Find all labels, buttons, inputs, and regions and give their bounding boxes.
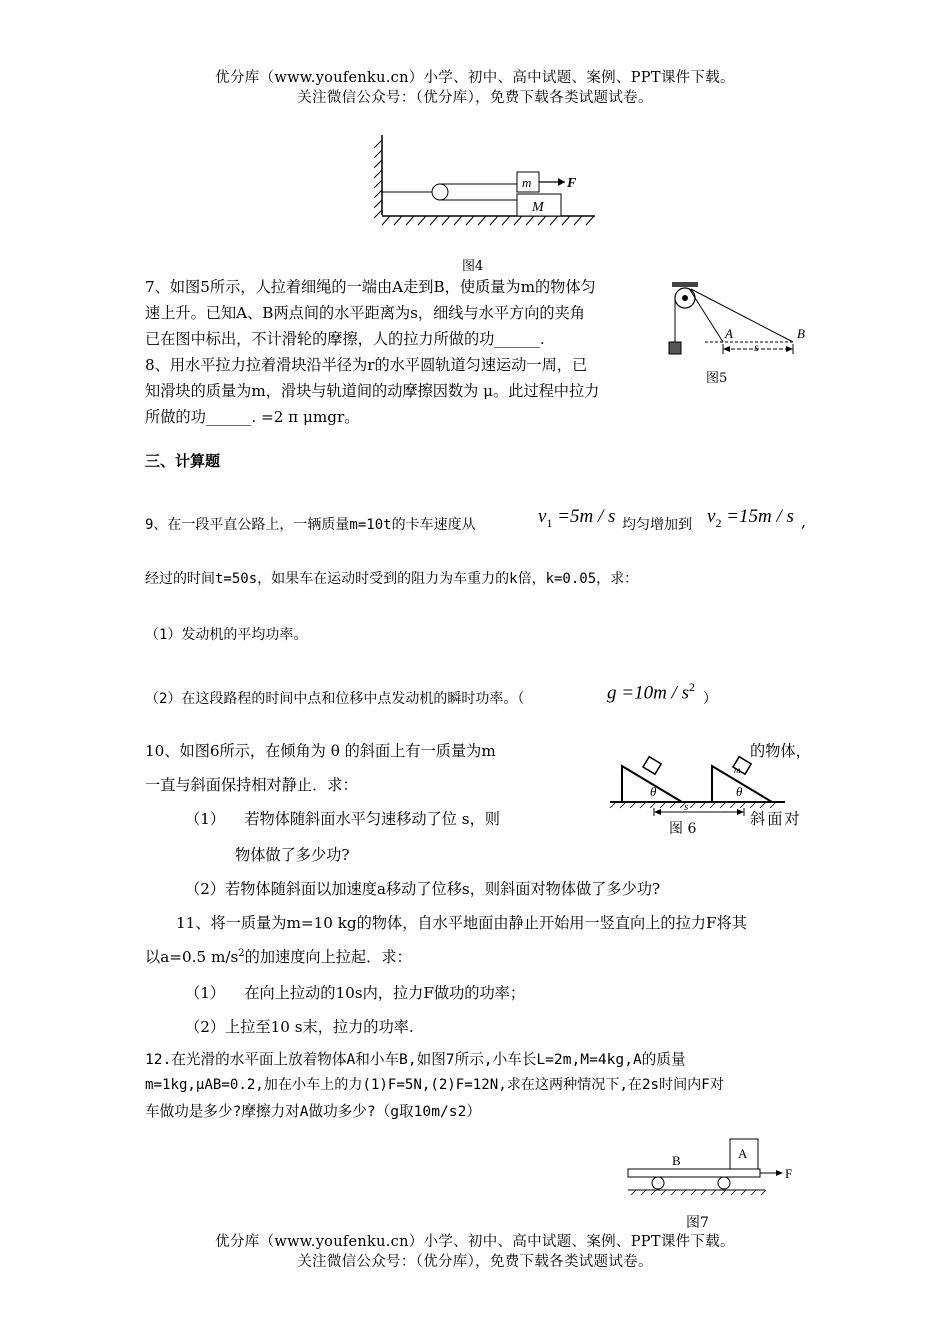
q11-part1: （1） 在向上拉动的10s内，拉力F做功的功率； — [185, 984, 526, 1002]
q10-line2: 一直与斜面保持相对静止．求： — [145, 776, 358, 794]
label-M: M — [532, 200, 544, 215]
block-1 — [643, 757, 661, 774]
figure-4-diagram — [360, 130, 610, 240]
wheel-left — [652, 1177, 664, 1189]
label-s: s — [684, 801, 689, 813]
rope-to-A — [690, 290, 723, 342]
figure-4-caption: 图4 — [462, 259, 484, 274]
hanging-mass — [669, 342, 681, 354]
q9-g-expr: $g =10m / s^2$ — [607, 680, 695, 704]
label-theta-1: θ — [650, 784, 657, 799]
q10-part1-a: （1） 若物体随斜面水平匀速移动了位 s，则 — [185, 810, 500, 828]
q9-part1: （1）发动机的平均功率。 — [145, 627, 308, 643]
label-theta-2: θ — [736, 784, 743, 799]
q12-line1: 12.在光滑的水平面上放着物体A和小车B,如图7所示,小车长L=2m,M=4kg,A的质量 — [145, 1051, 686, 1068]
q10-part1-b: 斜面对 — [750, 810, 802, 828]
q10-part2: （2）若物体随斜面以加速度a移动了位移s，则斜面对物体做了多少功? — [185, 880, 661, 898]
label-F: F — [785, 1166, 793, 1181]
q8-line3: 所做的功______. =2 π μmgr。 — [145, 408, 360, 426]
q9-line1-a: 9、在一段平直公路上，一辆质量m=10t的卡车速度从 — [145, 517, 476, 533]
pulley — [432, 184, 448, 200]
q11-line2: 以a=0.5 $m/s^2$的加速度向上拉起．求： — [145, 947, 412, 966]
q9-line1-b: 均匀增加到 — [622, 517, 692, 533]
label-s: s — [754, 340, 759, 354]
ceiling — [672, 282, 698, 287]
q10-line1-b: 的物体， — [750, 742, 811, 760]
q9-line1-c: , — [801, 512, 807, 531]
ground-hatch — [382, 216, 594, 225]
q7-line2: 速上升。已知A、B两点间的水平距离为s，细线与水平方向的夹角 — [145, 304, 585, 322]
label-B: B — [672, 1153, 681, 1168]
label-A: A — [738, 1146, 748, 1161]
q9-line2: 经过的时间t=50s，如果车在运动时受到的阻力为车重力的k倍，k=0.05，求： — [145, 571, 639, 587]
q10-part1-c: 物体做了多少功? — [235, 846, 350, 864]
q7-line1: 7、如图5所示，人拉着细绳的一端由A走到B，使质量为m的物体匀 — [145, 278, 596, 296]
label-m: m — [522, 175, 532, 190]
q8-line2: 知滑块的质量为m，滑块与轨道间的动摩擦因数为 μ。此过程中拉力 — [145, 382, 600, 400]
label-m: m — [734, 765, 741, 775]
label-B: B — [797, 326, 805, 341]
q11-line1: 11、将一质量为m=10 kg的物体，自水平地面由静止开始用一竖直向上的拉力F将其 — [176, 914, 747, 932]
figure-7-caption: 图7 — [686, 1215, 709, 1231]
page-header-line2: 关注微信公众号：（优分库），免费下载各类试题试卷。 — [297, 90, 653, 106]
label-F: F — [567, 176, 577, 191]
q9-part2-end: ） — [703, 691, 717, 707]
label-A: A — [725, 326, 733, 341]
page-footer-line2: 关注微信公众号：（优分库），免费下载各类试题试卷。 — [297, 1254, 653, 1270]
page-footer-line1: 优分库（www.youfenku.cn）小学、初中、高中试题、案例、PPT课件下载。 — [215, 1234, 735, 1250]
section-3-title: 三、计算题 — [145, 452, 221, 470]
q7-line3: 已在图中标出，不计滑轮的摩擦，人的拉力所做的功______. — [145, 330, 545, 348]
q8-line1: 8、用水平拉力拉着滑块沿半径为r的水平圆轨道匀速运动一周，已 — [145, 356, 588, 374]
wall-hatch — [374, 140, 382, 218]
q11-part2: （2）上拉至10 s末，拉力的功率. — [185, 1018, 414, 1036]
q9-v2: $v_2 =15m / s$ — [707, 506, 794, 530]
figure-5-caption: 图5 — [706, 371, 728, 386]
figure-5-diagram — [665, 280, 815, 370]
figure-6-caption: 图 6 — [669, 821, 697, 837]
page-header-line1: 优分库（www.youfenku.cn）小学、初中、高中试题、案例、PPT课件下载。 — [215, 70, 735, 86]
q12-line2: m=1kg,μAB=0.2,加在小车上的力(1)F=5N,(2)F=12N,求在这两种情况下,在2s时间内F对 — [145, 1077, 724, 1093]
figure-7-diagram — [620, 1135, 805, 1200]
wheel-right — [718, 1177, 730, 1189]
cart-B — [628, 1169, 760, 1177]
q9-v1: $v_1 =5m / s$ — [538, 506, 616, 530]
q9-part2: （2）在这段路程的时间中点和位移中点发动机的瞬时功率。（ — [145, 691, 525, 707]
q10-line1-a: 10、如图6所示，在倾角为 θ 的斜面上有一质量为m — [145, 742, 496, 760]
q12-line3: 车做功是多少?摩擦力对A做功多少?（g取10m/s2） — [145, 1103, 481, 1120]
